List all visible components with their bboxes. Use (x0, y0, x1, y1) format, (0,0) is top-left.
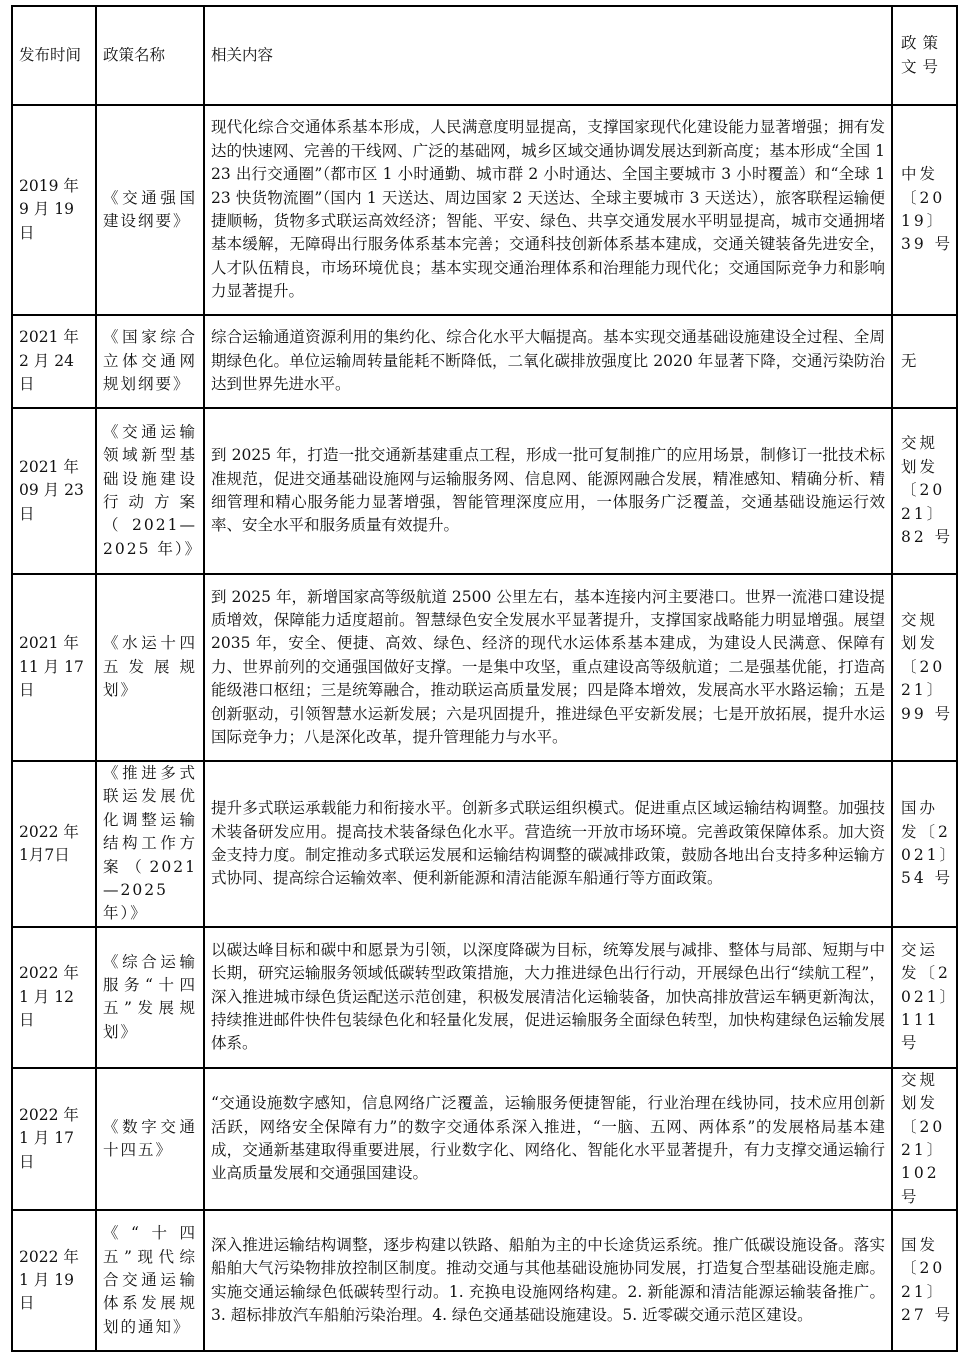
table-row (12, 105, 957, 315)
cell-content: 深入推进运输结构调整，逐步构建以铁路、船舶为主的中长途货运系统。推广低碳设施设备。落实船舶大气污染物排放控制区制度。推动交通与其他基础设施协同发展，打造复合型基础设施走廊。实施交通运输绿色低碳转型行动。1. 充换电设施网络构建。2. 新能源和清洁能源运输装备推广。3. 超标排放汽车船舶污染治理。4. 绿色交通基础设施建设。5. 近零碳交通示范区建设。 (204, 1210, 892, 1351)
cell-policy-name: 《数字交通十四五》 (96, 1068, 204, 1210)
cell-doc-number: 国办发〔2021〕54 号 (892, 761, 957, 927)
cell-doc-number: 交规划发〔2021〕99 号 (892, 574, 957, 761)
table-row (12, 927, 957, 1068)
table-row (12, 761, 957, 927)
cell-date: 2022 年 1 月 19 日 (12, 1210, 96, 1351)
cell-policy-name: 《交通运输领域新型基础设施建设行动方案（2021—2025 年）》 (96, 408, 204, 574)
cell-content: 到 2025 年，新增国家高等级航道 2500 公里左右，基本连接内河主要港口。世界一流港口建设提质增效，保障能力适度超前。智慧绿色安全发展水平显著提升，支撑国家战略能力明显增强。展望 2035 年，安全、便捷、高效、绿色、经济的现代水运体系基本建成，为建设人民满意、保障有力、世界前列的交通强国做好支撑。一是集中攻坚，重点建设高等级航道；二是强基优能，打造高能级港口枢纽；三是统筹融合，推动联运高质量发展；四是降本增效，发展高水平水路运输；五是创新驱动，引领智慧水运新发展；六是巩固提升，推进绿色平安新发展；七是开放拓展，提升水运国际竞争力；八是深化改革，提升管理能力与水平。 (204, 574, 892, 761)
header-doc-number: 政策文号 (892, 6, 957, 105)
cell-policy-name: 《综合运输服务“十四五”发展规划》 (96, 927, 204, 1068)
cell-content: 提升多式联运承载能力和衔接水平。创新多式联运组织模式。促进重点区域运输结构调整。加强技术装备研发应用。提高技术装备绿色化水平。营造统一开放市场环境。完善政策保障体系。加大资金支持力度。制定推动多式联运发展和运输结构调整的碳减排政策，鼓励各地出台支持多种运输方式协同、提高综合运输效率、便利新能源和清洁能源车船通行等方面政策。 (204, 761, 892, 927)
cell-content: 以碳达峰目标和碳中和愿景为引领，以深度降碳为目标，统筹发展与减排、整体与局部、短期与中长期，研究运输服务领域低碳转型政策措施，大力推进绿色出行行动，开展绿色出行“续航工程”，深入推进城市绿色货运配送示范创建，积极发展清洁化运输装备，加快高排放营运车辆更新淘汰，持续推进邮件快件包装绿色化和轻量化发展，促进运输服务全面绿色转型，加快构建绿色运输发展体系。 (204, 927, 892, 1068)
cell-date: 2021 年 09 月 23 日 (12, 408, 96, 574)
table-row (12, 1068, 957, 1210)
cell-date: 2022 年 1 月 17 日 (12, 1068, 96, 1210)
cell-doc-number: 交规划发〔2021〕82 号 (892, 408, 957, 574)
cell-doc-number: 国发〔2021〕27 号 (892, 1210, 957, 1351)
table-row (12, 574, 957, 761)
cell-policy-name: 《“十四五”现代综合交通运输体系发展规划的通知》 (96, 1210, 204, 1351)
cell-doc-number: 无 (892, 315, 957, 408)
cell-doc-number: 交规划发〔2021〕102 号 (892, 1068, 957, 1210)
cell-content: “交通设施数字感知，信息网络广泛覆盖，运输服务便捷智能，行业治理在线协同，技术应用创新活跃，网络安全保障有力”的数字交通体系深入推进，“一脑、五网、两体系”的发展格局基本建成，交通新基建取得重要进展，行业数字化、网络化、智能化水平显著提升，有力支撑交通运输行业高质量发展和交通强国建设。 (204, 1068, 892, 1210)
header-policy-name: 政策名称 (96, 6, 204, 105)
table-header-row (12, 6, 957, 105)
cell-policy-name: 《交通强国建设纲要》 (96, 105, 204, 315)
cell-content: 综合运输通道资源利用的集约化、综合化水平大幅提高。基本实现交通基础设施建设全过程、全周期绿色化。单位运输周转量能耗不断降低，二氧化碳排放强度比 2020 年显著下降，交通污染防治达到世界先进水平。 (204, 315, 892, 408)
cell-content: 到 2025 年，打造一批交通新基建重点工程，形成一批可复制推广的应用场景，制修订一批技术标准规范，促进交通基础设施网与运输服务网、信息网、能源网融合发展，精准感知、精确分析、精细管理和精心服务能力显著增强，智能管理深度应用，一体服务广泛覆盖，交通基础设施运行效率、安全水平和服务质量有效提升。 (204, 408, 892, 574)
table-row (12, 1210, 957, 1351)
cell-date: 2022 年 1月7日 (12, 761, 96, 927)
cell-date: 2019 年 9 月 19 日 (12, 105, 96, 315)
cell-date: 2021 年 11 月 17 日 (12, 574, 96, 761)
cell-date: 2022 年 1 月 12 日 (12, 927, 96, 1068)
cell-policy-name: 《水运十四五发展规划》 (96, 574, 204, 761)
cell-doc-number: 中发〔2019〕39 号 (892, 105, 957, 315)
header-content: 相关内容 (204, 6, 892, 105)
header-date: 发布时间 (12, 6, 96, 105)
cell-content: 现代化综合交通体系基本形成，人民满意度明显提高，支撑国家现代化建设能力显著增强；拥有发达的快速网、完善的干线网、广泛的基础网，城乡区域交通协调发展达到新高度；基本形成“全国 123 出行交通圈”（都市区 1 小时通勤、城市群 2 小时通达、全国主要城市 3 小时覆盖）和“全球 123 快货物流圈”（国内 1 天送达、周边国家 2 天送达、全球主要城市 3 天送达），旅客联程运输便捷顺畅，货物多式联运高效经济；智能、平安、绿色、共享交通发展水平明显提高，城市交通拥堵基本缓解，无障碍出行服务体系基本完善；交通科技创新体系基本建成，交通关键装备先进安全，人才队伍精良，市场环境优良；基本实现交通治理体系和治理能力现代化；交通国际竞争力和影响力显著提升。 (204, 105, 892, 315)
cell-date: 2021 年 2 月 24 日 (12, 315, 96, 408)
cell-policy-name: 《推进多式联运发展优化调整运输结构工作方案（2021—2025 年）》 (96, 761, 204, 927)
table-row (12, 315, 957, 408)
cell-policy-name: 《国家综合立体交通网规划纲要》 (96, 315, 204, 408)
table-row (12, 408, 957, 574)
policy-table (11, 5, 958, 1352)
cell-doc-number: 交运发〔2021〕111 号 (892, 927, 957, 1068)
